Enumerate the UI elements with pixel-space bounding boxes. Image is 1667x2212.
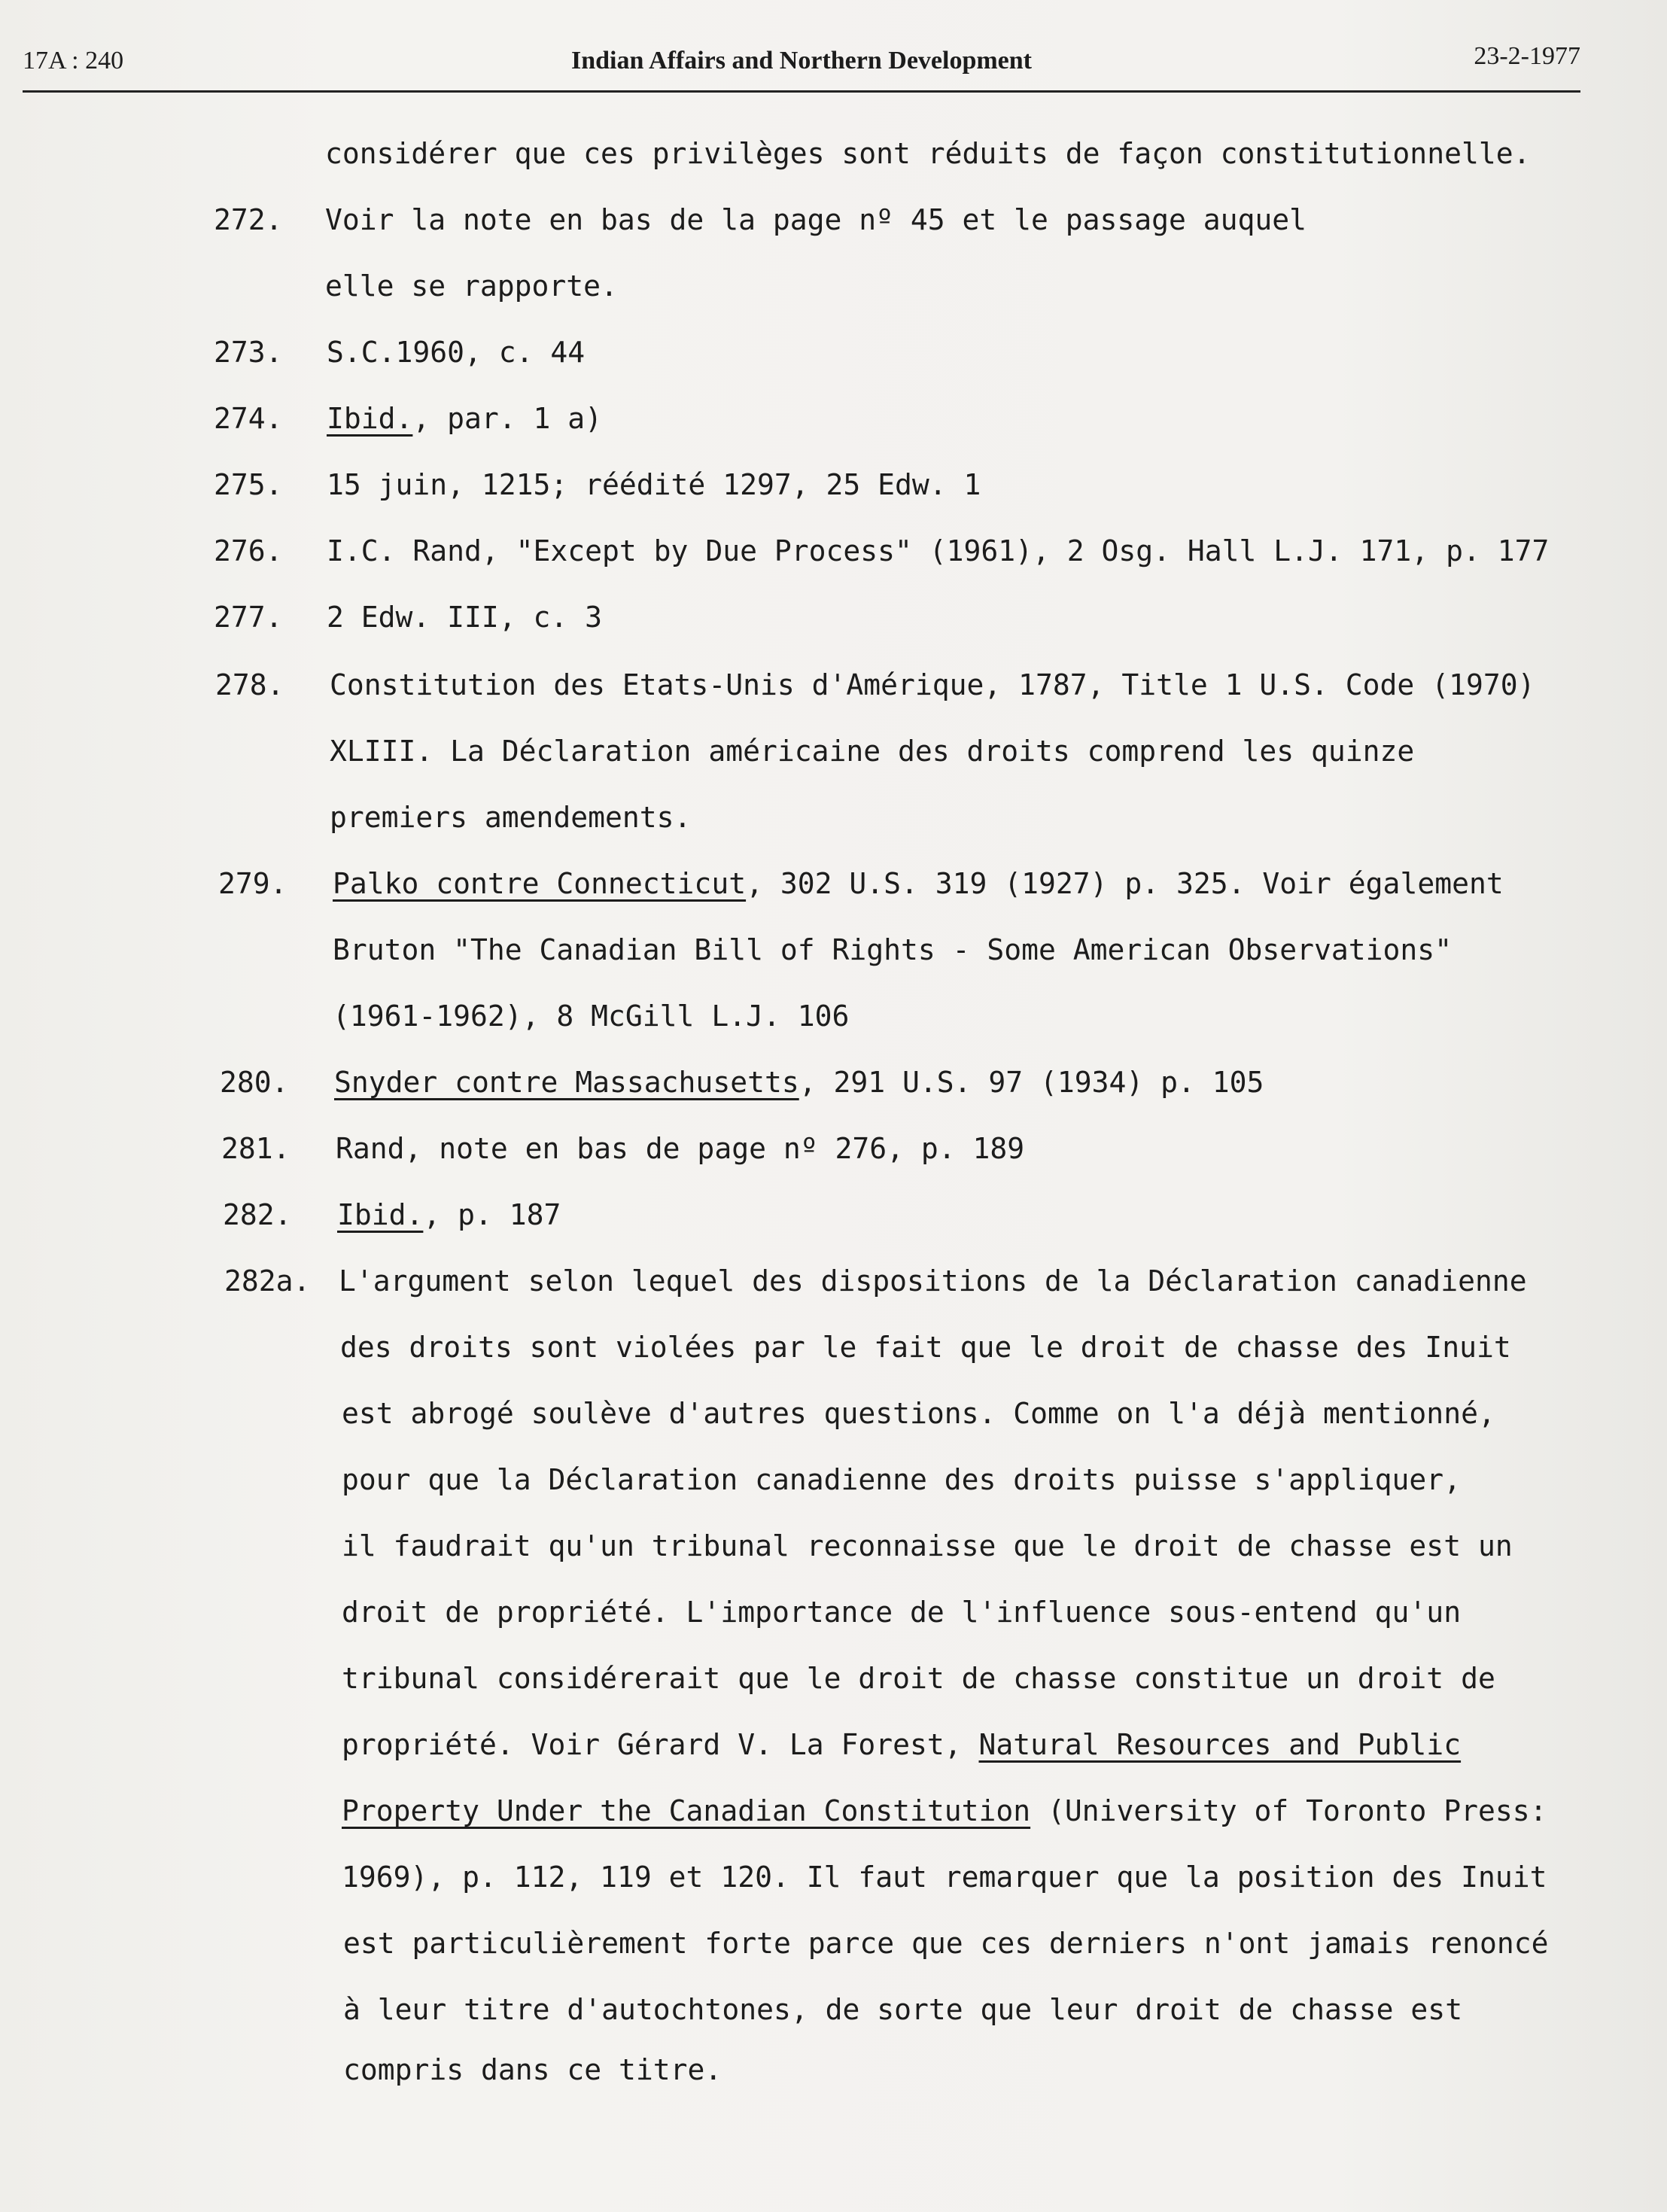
note-279-line-3: (1961-1962), 8 McGill L.J. 106 <box>333 1000 850 1033</box>
note-272-line-1: Voir la note en bas de la page nº 45 et le passage auquel <box>325 203 1307 236</box>
note-number: 274. <box>214 402 283 435</box>
note-282a-line-3: est abrogé soulève d'autres questions. Comme on l'a déjà mentionné, <box>342 1397 1495 1430</box>
note-281-text: Rand, note en bas de page nº 276, p. 189 <box>336 1132 1025 1165</box>
ibid-reference: Ibid. <box>327 402 413 435</box>
note-279-line-2: Bruton "The Canadian Bill of Rights - Some American Observations" <box>333 933 1453 966</box>
note-282a-line-8: propriété. Voir Gérard V. La Forest, Natural Resources and Public <box>342 1728 1462 1761</box>
note-number: 272. <box>214 203 283 236</box>
note-271-continuation: considérer que ces privilèges sont réduits de façon constitutionnelle. <box>325 137 1531 170</box>
case-title: Palko contre Connecticut <box>333 867 747 900</box>
note-282a-line-1: L'argument selon lequel des dispositions de la Déclaration canadienne <box>339 1264 1527 1298</box>
note-number: 282a. <box>224 1264 311 1298</box>
note-279-line-1: Palko contre Connecticut, 302 U.S. 319 (1927) p. 325. Voir également <box>333 867 1504 900</box>
note-282a-line-7: tribunal considérerait que le droit de chasse constitue un droit de <box>342 1662 1495 1695</box>
note-number: 280. <box>220 1066 289 1099</box>
note-277-text: 2 Edw. III, c. 3 <box>327 601 603 634</box>
note-274-text: Ibid., par. 1 a) <box>327 402 603 435</box>
note-number: 273. <box>214 336 283 369</box>
note-278-line-3: premiers amendements. <box>330 801 692 834</box>
note-282-text: Ibid., p. 187 <box>337 1198 561 1231</box>
note-282a-line-10: 1969), p. 112, 119 et 120. Il faut remarquer que la position des Inuit <box>342 1861 1547 1894</box>
note-282a-line-11: est particulièrement forte parce que ces derniers n'ont jamais renoncé <box>343 1927 1549 1960</box>
note-282a-line-6: droit de propriété. L'importance de l'influence sous-entend qu'un <box>342 1596 1462 1629</box>
note-280-text: Snyder contre Massachusetts, 291 U.S. 97 (1934) p. 105 <box>334 1066 1264 1099</box>
header-date: 23-2-1977 <box>1474 42 1580 70</box>
note-272-line-2: elle se rapporte. <box>325 269 618 303</box>
case-title: Snyder contre Massachusetts <box>334 1066 799 1099</box>
note-278-line-1: Constitution des Etats-Unis d'Amérique, 1787, Title 1 U.S. Code (1970) <box>330 668 1535 701</box>
page-reference: 17A : 240 <box>23 47 124 75</box>
ibid-reference: Ibid. <box>337 1198 424 1231</box>
note-282a-line-12: à leur titre d'autochtones, de sorte que leur droit de chasse est <box>343 1993 1463 2026</box>
note-number: 277. <box>214 601 283 634</box>
book-title: Property Under the Canadian Constitution <box>342 1794 1031 1827</box>
note-number: 276. <box>214 534 283 567</box>
note-282a-line-2: des droits sont violées par le fait que le droit de chasse des Inuit <box>340 1331 1511 1364</box>
note-282a-line-5: il faudrait qu'un tribunal reconnaisse que le droit de chasse est un <box>342 1529 1513 1562</box>
note-282a-line-9: Property Under the Canadian Constitution (University of Toronto Press: <box>342 1794 1547 1827</box>
note-number: 281. <box>221 1132 291 1165</box>
note-number: 282. <box>223 1198 292 1231</box>
note-number: 275. <box>214 468 283 501</box>
page-header <box>23 42 1580 87</box>
book-title: Natural Resources and Public <box>978 1728 1462 1761</box>
note-278-line-2: XLIII. La Déclaration américaine des droits comprend les quinze <box>330 735 1415 768</box>
note-273-text: S.C.1960, c. 44 <box>327 336 586 369</box>
note-282a-line-4: pour que la Déclaration canadienne des droits puisse s'appliquer, <box>342 1463 1462 1496</box>
note-275-text: 15 juin, 1215; réédité 1297, 25 Edw. 1 <box>327 468 981 501</box>
note-number: 278. <box>215 668 284 701</box>
header-rule <box>23 90 1580 93</box>
note-276-text: I.C. Rand, "Except by Due Process" (1961), 2 Osg. Hall L.J. 171, p. 177 <box>327 534 1550 567</box>
header-title: Indian Affairs and Northern Development <box>570 47 1033 75</box>
note-number: 279. <box>218 867 287 900</box>
note-282a-line-13: compris dans ce titre. <box>343 2053 722 2086</box>
